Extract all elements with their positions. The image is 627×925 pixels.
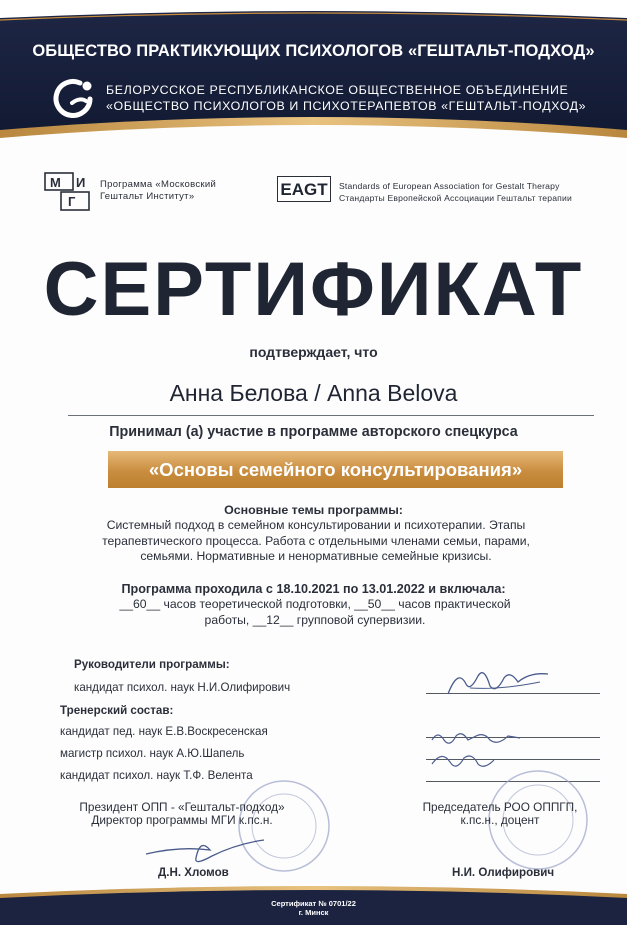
eagt-standards-label bbox=[339, 180, 572, 204]
association-line-2: «ОБЩЕСТВО ПСИХОЛОГОВ И ПСИХОТЕРАПЕВТОВ «ГЕШТАЛЬТ-ПОДХОД» bbox=[106, 99, 587, 113]
confirms-text: подтверждает, что bbox=[249, 344, 378, 360]
mgi-letter-g: Г bbox=[68, 194, 76, 209]
trainer-2: магистр психол. наук А.Ю.Шапель bbox=[60, 747, 245, 760]
mgi-letter-i: И bbox=[76, 175, 86, 190]
eagt-logo bbox=[277, 176, 331, 202]
association-name bbox=[106, 82, 586, 114]
topics-title: Основные темы программы: bbox=[224, 503, 403, 517]
president-title-2: Директор программы МГИ к.пс.н. bbox=[91, 813, 273, 827]
mgi-logo bbox=[44, 172, 90, 212]
president-title-1: Президент ОПП - «Гештальт-подход» bbox=[79, 800, 285, 814]
trainer-2-signature-icon bbox=[428, 726, 528, 750]
recipient-underline bbox=[68, 415, 594, 416]
course-title: «Основы семейного консультирования» bbox=[148, 459, 523, 480]
topics-text: Системный подход в семейном консультировании и психотерапии. Этапы терапевтического процесса. Работа с отдельными членами семьи, парами, семьями. Нормативные и ненормативные семейные кризисы. bbox=[102, 518, 530, 563]
mgi-line-2: Гештальт Институт» bbox=[100, 191, 195, 202]
mgi-program-label bbox=[100, 179, 216, 203]
society-title: ОБЩЕСТВО ПРАКТИКУЮЩИХ ПСИХОЛОГОВ «ГЕШТАЛЬТ-ПОДХОД» bbox=[32, 42, 595, 60]
trainer-1: кандидат пед. наук Е.В.Воскресенская bbox=[60, 725, 268, 738]
leaders-label: Руководители программы: bbox=[74, 658, 230, 671]
certificate-number-block bbox=[0, 899, 627, 917]
header-background bbox=[0, 0, 627, 148]
certificate-city: г. Минск bbox=[298, 908, 329, 917]
recipient-name: Анна Белова / Anna Belova bbox=[169, 380, 458, 406]
certificate-number: Сертификат № 0701/22 bbox=[271, 899, 356, 908]
eagt-line-2: Стандарты Европейской Ассоциации Гештальт терапии bbox=[339, 193, 573, 203]
mgi-line-1: Программа «Московский bbox=[100, 179, 217, 190]
eagt-line-1: Standards of European Association for Gestalt Therapy bbox=[339, 181, 560, 191]
trainers-label: Тренерский состав: bbox=[60, 704, 174, 717]
gestalt-logo-icon bbox=[50, 77, 96, 119]
president-block bbox=[62, 801, 302, 827]
program-hours bbox=[90, 597, 540, 628]
association-line-1: БЕЛОРУССКОЕ РЕСПУБЛИКАНСКОЕ ОБЩЕСТВЕННОЕ ОБЪЕДИНЕНИЕ bbox=[106, 83, 569, 97]
participation-text: Принимал (а) участие в программе авторского спецкурса bbox=[109, 424, 518, 440]
president-name: Д.Н. Хломов bbox=[158, 866, 229, 879]
hours-line-2: работы, __12__ групповой супервизии. bbox=[204, 612, 426, 627]
chairman-title-2: к.пс.н., доцент bbox=[460, 813, 540, 827]
leader-name: кандидат психол. наук Н.И.Олифирович bbox=[74, 681, 291, 694]
hours-line-1: __60__ часов теоретической подготовки, __50__ часов практической bbox=[119, 597, 511, 611]
program-dates: Программа проходила с 18.10.2021 по 13.01.2022 и включала: bbox=[121, 582, 506, 596]
mgi-letter-m: М bbox=[50, 175, 61, 190]
president-signature-icon bbox=[140, 832, 270, 868]
certificate-title: СЕРТИФИКАТ bbox=[43, 247, 584, 332]
chairman-name: Н.И. Олифирович bbox=[452, 866, 555, 879]
eagt-logo-text: EAGT bbox=[280, 180, 328, 199]
header-band bbox=[0, 0, 627, 148]
trainer-3: кандидат психол. наук Т.Ф. Велента bbox=[60, 769, 253, 782]
chairman-block bbox=[390, 801, 610, 827]
leader-signature-icon bbox=[440, 664, 560, 700]
chairman-title-1: Председатель РОО ОППГП, bbox=[422, 800, 578, 814]
